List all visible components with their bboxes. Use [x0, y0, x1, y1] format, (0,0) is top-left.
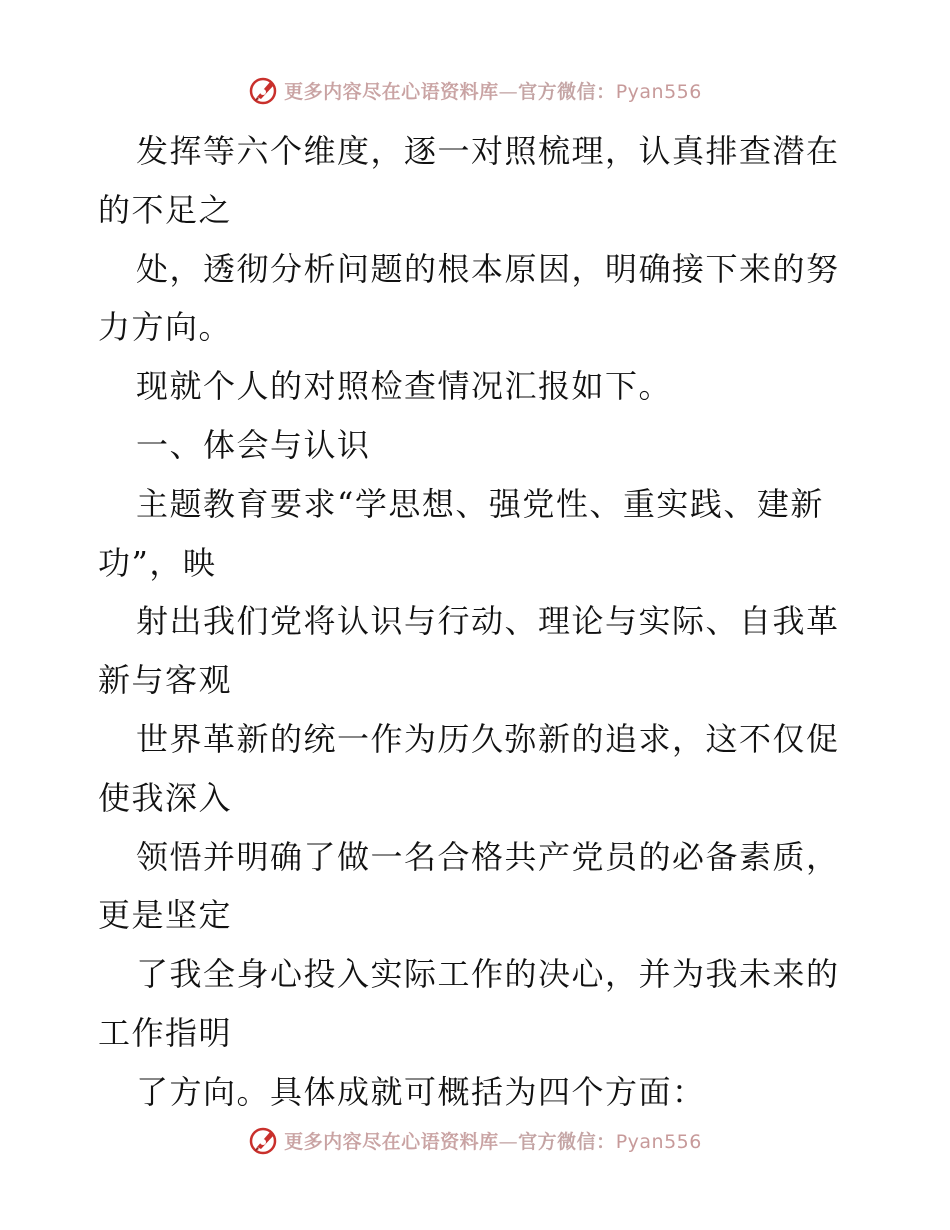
body-line-14: 更是坚定: [98, 896, 233, 935]
body-line-5: 现就个人的对照检查情况汇报如下。: [136, 367, 673, 406]
header-separator: —: [498, 80, 519, 103]
footer-banner: [0, 1120, 950, 1160]
body-line-12: 使我深入: [98, 778, 233, 817]
header-banner-text: [284, 77, 702, 104]
footer-wechat-id: Pyan556: [615, 1130, 702, 1153]
body-line-1: 发挥等六个维度，逐一对照梳理，认真排查潜在: [136, 132, 840, 170]
body-line-4: 力方向。: [98, 308, 233, 347]
header-wechat-label: 官方微信：: [518, 80, 616, 103]
footer-wechat-label: 官方微信：: [518, 1130, 616, 1153]
body-line-2: 的不足之: [98, 190, 233, 229]
body-line-17: 了方向。具体成就可概括为四个方面：: [136, 1072, 706, 1111]
document-body: [98, 122, 858, 1122]
body-line-10: 新与客观: [98, 661, 233, 700]
body-line-9: 射出我们党将认识与行动、理论与实际、自我革: [136, 602, 840, 641]
body-line-16: 工作指明: [98, 1013, 233, 1052]
footer-brand-text: 更多内容尽在心语资料库: [284, 1130, 499, 1153]
body-line-3: 处，透彻分析问题的根本原因，明确接下来的努: [136, 249, 840, 288]
body-line-13: 领悟并明确了做一名合格共产党员的必备素质，: [136, 837, 840, 876]
body-line-11: 世界革新的统一作为历久弥新的追求，这不仅促: [136, 719, 840, 758]
body-line-15: 了我全身心投入实际工作的决心，并为我未来的: [136, 955, 840, 994]
footer-separator: —: [498, 1130, 519, 1153]
section-heading: 一、体会与认识: [136, 425, 371, 464]
body-line-7: 主题教育要求“学思想、强党性、重实践、建新: [136, 484, 824, 523]
header-brand-text: 更多内容尽在心语资料库: [284, 80, 499, 103]
pen-logo-icon: [248, 1124, 280, 1156]
body-line-8: 功”，映: [98, 543, 217, 582]
header-banner: [0, 70, 950, 110]
pen-logo-icon: [248, 74, 280, 106]
header-wechat-id: Pyan556: [615, 80, 702, 103]
footer-banner-text: [284, 1127, 702, 1154]
